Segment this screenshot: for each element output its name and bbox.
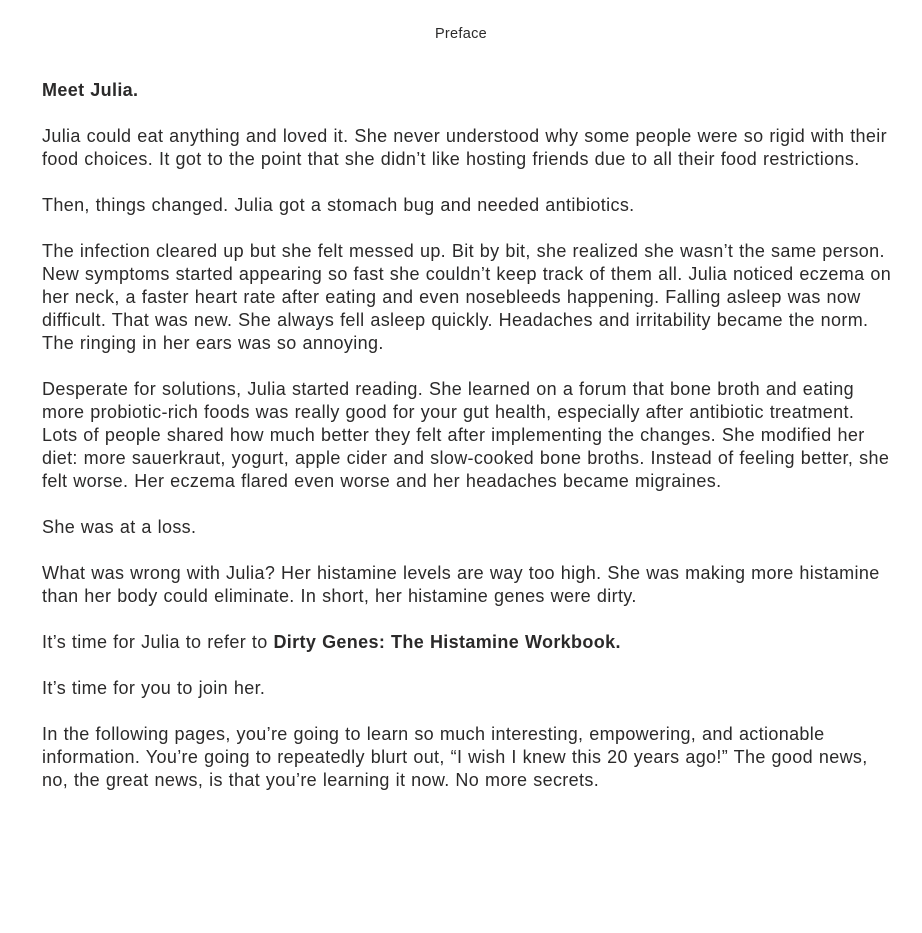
paragraph-workbook-reference: [42, 631, 892, 654]
paragraph-julia-intro: Julia could eat anything and loved it. She never understood why some people were so rigid with their food choices. It got to the point that she didn’t like hosting friends due to all their food restrictions.: [42, 126, 887, 169]
paragraph-histamine-explanation: What was wrong with Julia? Her histamine levels are way too high. She was making more histamine than her body could eliminate. In short, her histamine genes were dirty.: [42, 563, 880, 606]
paragraph-symptoms: The infection cleared up but she felt messed up. Bit by bit, she realized she wasn’t the same person. New symptoms started appearing so fast she couldn’t keep track of them all. Julia noticed eczema on her neck, a faster heart rate after eating and even nosebleeds happening. Falling asleep was now difficult. That was new. She always fell asleep quickly. Headaches and irritability became the norm. The ringing in her ears was so annoying.: [42, 241, 892, 353]
paragraph-desperate-solutions: Desperate for solutions, Julia started reading. She learned on a forum that bone broth and eating more probiotic-rich foods was really good for your gut health, especially after antibiotic treatment. Lots of people shared how much better they felt after implementing the changes. She modified her diet: more sauerkraut, yogurt, apple cider and slow-cooked bone broths. Instead of feeling better, she felt worse. Her eczema flared even worse and her headaches became migraines.: [42, 379, 890, 491]
preface-content: [0, 79, 922, 792]
page-header-title: Preface: [434, 26, 488, 42]
paragraph-closing: In the following pages, you’re going to learn so much interesting, empowering, and actionable information. You’re going to repeatedly blurt out, “I wish I knew this 20 years ago!” The good news, no, the great news, is that you’re learning it now. No more secrets.: [42, 724, 868, 790]
workbook-reference-prefix: It’s time for Julia to refer to: [42, 632, 274, 652]
section-heading: Meet Julia.: [42, 80, 139, 100]
paragraph-at-a-loss: She was at a loss.: [42, 517, 197, 537]
workbook-title: Dirty Genes: The Histamine Workbook.: [273, 632, 621, 652]
paragraph-join-her: It’s time for you to join her.: [42, 678, 266, 698]
paragraph-things-changed: Then, things changed. Julia got a stomach bug and needed antibiotics.: [42, 195, 635, 215]
